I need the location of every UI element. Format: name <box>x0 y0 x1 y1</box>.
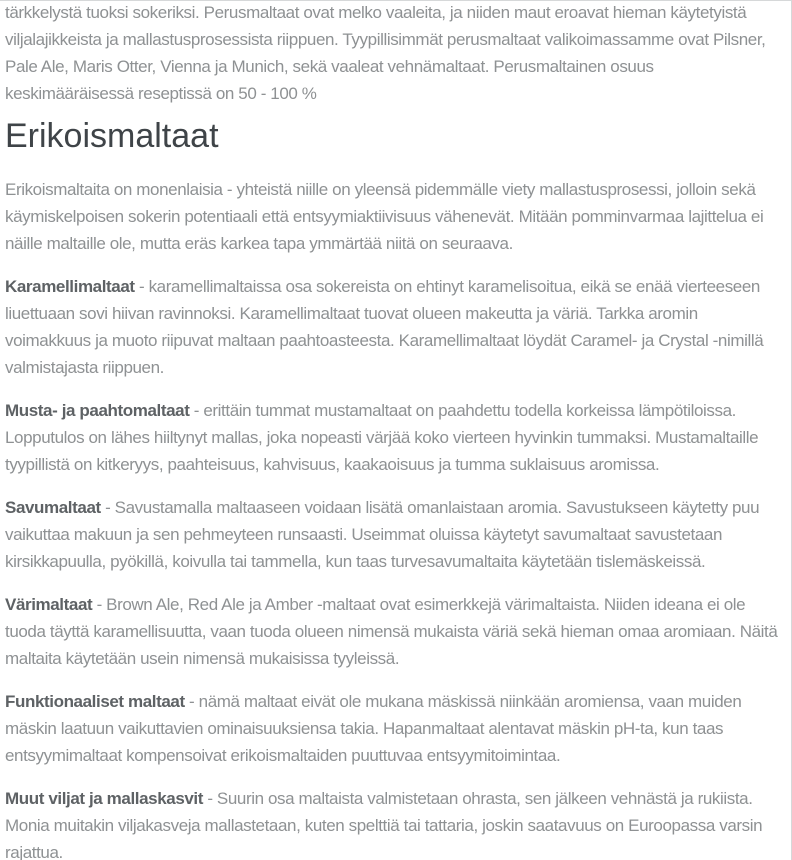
malt-type-term: Muut viljat ja mallaskasvit <box>5 789 204 808</box>
malt-type-description: - Suurin osa maltaista valmistetaan ohrasta, sen jälkeen vehnästä ja rukiista. Monia muitakin viljakasveja mallastetaan, kuten spelttiä tai tattaria, joskin saatavuus on Euroopassa varsin rajattua. <box>5 789 763 860</box>
malt-type-description: - karamellimaltaissa osa sokereista on ehtinyt karamelisoitua, eikä se enää vierteeseen liuettuaan sovi hiivan ravinnoksi. Karamellimaltaat tuovat olueen makeutta ja väriä. Tarkka aromin voimakkuus ja muoto riipuvat maltaan paahtoasteesta. Karamellimaltaat löydät Caramel- ja Crystal -nimillä valmistajasta riippuen. <box>5 277 764 377</box>
malt-type-paragraph <box>5 397 779 478</box>
malt-type-paragraph <box>5 494 779 575</box>
section-heading: Erikoismaltaat <box>5 117 219 155</box>
malt-type-paragraph <box>5 273 779 381</box>
previous-section-tail-paragraph: tärkkelystä tuoksi sokeriksi. Perusmaltaat ovat melko vaaleita, ja niiden maut eroavat hieman käytetyistä viljalajikkeista ja mallastusprosessista riippuen. Tyypillisimmät perusmaltaat valikoimassamme ovat Pilsner, Pale Ale, Maris Otter, Vienna ja Munich, sekä vaaleat vehnämaltaat. Perusmaltainen osuus keskimääräisessä reseptissä on 50 - 100 % <box>5 3 766 103</box>
malt-type-term: Funktionaaliset maltaat <box>5 692 185 711</box>
section-intro-paragraph: Erikoismaltaita on monenlaisia - yhteistä niille on yleensä pidemmälle viety mallastusprosessi, jolloin sekä käymiskelpoisen sokerin potentiaali että entsyymiaktiivisuus vähenevät. Mitään pomminvarmaa lajittelua ei näille maltaille ole, mutta eräs karkea tapa ymmärtää niitä on seuraava. <box>5 180 764 253</box>
malt-type-description: - Savustamalla maltaaseen voidaan lisätä omanlaistaan aromia. Savustukseen käytetty puu vaikuttaa makuun ja sen pehmeyteen runsaasti. Useimmat oluissa käytetyt savumaltaat savustetaan kirsikkapuulla, pyökillä, koivulla tai tammella, kun taas turvesavumaltaita käytetään tislemäskeissä. <box>5 498 760 571</box>
malt-type-description: - erittäin tummat mustamaltaat on paahdettu todella korkeissa lämpötiloissa. Lopputulos on lähes hiiltynyt mallas, joka nopeasti värjää koko vierteen hyvinkin tummaksi. Mustamaltaille tyypillistä on kitkeryys, paahteisuus, kahvisuus, kaakaoisuus ja tumma suklaisuus aromissa. <box>5 401 759 474</box>
malt-type-description: - Brown Ale, Red Ale ja Amber -maltaat ovat esimerkkejä värimaltaista. Niiden ideana ei ole tuoda täyttä karamellisuutta, vaan tuoda olueen nimensä mukaista väriä sekä hieman omaa aromiaan. Näitä maltaita käytetään usein nimensä mukaisissa tyyleissä. <box>5 595 778 668</box>
malt-type-paragraph <box>5 591 779 672</box>
malt-type-paragraph <box>5 688 779 769</box>
malt-type-term: Värimaltaat <box>5 595 93 614</box>
malt-type-term: Karamellimaltaat <box>5 277 135 296</box>
malt-type-term: Savumaltaat <box>5 498 101 517</box>
malt-type-description: - nämä maltaat eivät ole mukana mäskissä niinkään aromiensa, vaan muiden mäskin laatuun vaikuttavien ominaisuuksiensa takia. Hapanmaltaat alentavat mäskin pH-ta, kun taas entsyymimaltaat kompensoivat erikoismaltaiden puuttuvaa entsyymitoimintaa. <box>5 692 742 765</box>
malt-type-paragraph <box>5 785 779 860</box>
malt-type-term: Musta- ja paahtomaltaat <box>5 401 190 420</box>
